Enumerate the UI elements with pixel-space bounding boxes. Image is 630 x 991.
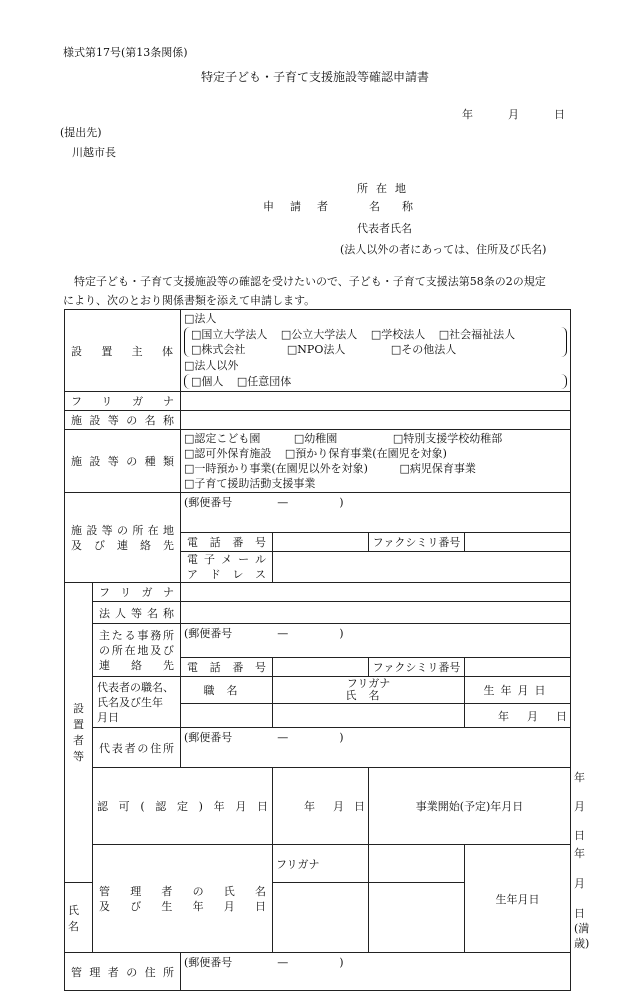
postal-close: ) xyxy=(339,731,344,744)
facility-type-options[interactable] xyxy=(181,430,571,493)
destination-name: 川越市長 xyxy=(72,146,116,159)
temporary-care-checkbox[interactable]: □一時預かり事業(在園児以外を対象) xyxy=(184,462,368,475)
rep-name-field[interactable] xyxy=(273,704,465,728)
kodomoen-checkbox[interactable]: □認定こども園 xyxy=(184,432,261,445)
fax-field[interactable] xyxy=(465,533,571,552)
manager-address-field[interactable] xyxy=(181,953,571,991)
postal-dash: — xyxy=(277,956,289,969)
postal-label: (郵便番号 xyxy=(184,731,233,744)
corp-name-field[interactable] xyxy=(181,602,571,624)
office-fax-field[interactable] xyxy=(465,658,571,677)
manager-label-1: 管理者の氏名 xyxy=(99,884,266,898)
document-title: 特定子ども・子育て支援施設等確認申請書 xyxy=(200,70,429,84)
npo-checkbox[interactable]: □NPO法人 xyxy=(286,343,346,356)
non-corp-checkbox[interactable]: □法人以外 xyxy=(184,359,239,372)
facility-postal-field[interactable] xyxy=(181,493,571,533)
applicant-note: (法人以外の者にあっては、住所及び氏名) xyxy=(340,243,547,256)
office-fax-label: ファクシミリ番号 xyxy=(369,658,465,677)
postal-label: (郵便番号 xyxy=(184,956,233,969)
rep-shimei-header: 氏名 xyxy=(345,689,392,702)
rep-label-3: 月日 xyxy=(97,710,119,724)
office-label-3: 連絡先 xyxy=(99,658,174,672)
applicant-name-label: 名称 xyxy=(369,200,435,213)
school-corp-checkbox[interactable]: □学校法人 xyxy=(370,328,426,341)
intro-line-1: 特定子ども・子育て支援施設等の確認を受けたいので、子ども・子育て支援法第58条の2の規定 xyxy=(74,275,546,288)
approval-date-label: 認可(認定)年月日 xyxy=(93,768,273,845)
manager-birth-year: 年 xyxy=(574,847,585,860)
furigana-field[interactable] xyxy=(181,392,571,411)
postal-close: ) xyxy=(339,627,344,640)
extended-care-checkbox[interactable]: □預かり保育事業(在園児を対象) xyxy=(284,447,447,460)
rep-info-label xyxy=(93,677,181,728)
manager-birth-label: 生年月日 xyxy=(465,845,571,953)
office-label xyxy=(93,624,181,677)
email-label-2: アドレス xyxy=(187,568,266,581)
destination-label: (提出先) xyxy=(60,126,102,139)
date-month: 月 xyxy=(508,108,519,121)
email-label xyxy=(181,552,273,583)
postal-dash: — xyxy=(277,731,289,744)
applicant-label: 申請者 xyxy=(263,200,344,213)
rep-birth-header: 生年月日 xyxy=(465,677,571,704)
start-day: 日 xyxy=(574,829,585,842)
rep-birth-field[interactable] xyxy=(465,704,571,728)
setchi-shutai-label: 設置主体 xyxy=(65,310,181,392)
intro-text xyxy=(63,272,573,310)
manager-furigana-field[interactable] xyxy=(369,845,465,883)
stock-company-checkbox[interactable]: □株式会社 xyxy=(191,343,246,356)
phone-field[interactable] xyxy=(273,533,369,552)
rep-label-1: 代表者の職名、 xyxy=(97,680,174,694)
corp-options-bracket xyxy=(184,327,567,357)
office-label-1: 主たる事務所 xyxy=(99,628,174,642)
start-year: 年 xyxy=(574,771,585,784)
rep-address-field[interactable] xyxy=(181,728,571,768)
postal-close: ) xyxy=(339,956,344,969)
application-form-table: 設置主体 □法人 □国立大学法人 □公立大学法人 □学校法人 □社会福祉法人 □株式会社 □NPO法人 □その他法人 □法人以外 □個人 □任意団体 フリガナ 施設等の名称 施設等の種類 □認定こども園 □幼稚園 □特別支援学校幼稚部 □認可外保育施設 □預かり保育事業(在園児を対象) □一時預かり事業(在園児以外を対象) □病児保育事業 □子育て援助活動支援事業 施設等の所在地 及び連絡先 (郵便番号 — ) 電話番号 ファクシミリ番号 電子メール アドレス 設置者等 フリガナ 法人等名称 主たる事務所 の所在地及び 連絡先 (郵便番号 — ) 電話番号 ファクシミリ番号 代表者の職名、 氏名及び生年 月日 職名 フリガナ 氏名 生年月日 年 月 日 代表者の住所 (郵便番号 — ) 認可(認定)年月日 年 月 日 事業開始(予定)年月日 年月日 管理者の氏名 及び生年月日 フリガナ 生年月日 年月日 (満 歳) 氏名 管理者の住所 (郵便番号 — ) xyxy=(64,309,571,991)
rep-job-title-field[interactable] xyxy=(181,704,273,728)
setchisha-label: 設置者等 xyxy=(65,583,93,883)
other-corp-checkbox[interactable]: □その他法人 xyxy=(390,343,457,356)
special-support-checkbox[interactable]: □特別支援学校幼稚部 xyxy=(392,432,503,445)
office-phone-label: 電話番号 xyxy=(181,658,273,677)
start-date-label: 事業開始(予定)年月日 xyxy=(369,768,571,845)
voluntary-group-checkbox[interactable]: □任意団体 xyxy=(236,375,292,388)
public-univ-checkbox[interactable]: □公立大学法人 xyxy=(280,328,358,341)
approval-month: 月 xyxy=(333,800,344,813)
unlicensed-nursery-checkbox[interactable]: □認可外保育施設 xyxy=(184,447,272,460)
individual-checkbox[interactable]: □個人 xyxy=(191,375,224,388)
postal-dash: — xyxy=(277,627,289,640)
location-label-line1: 施設等の所在地 xyxy=(71,523,174,537)
approval-date-field[interactable] xyxy=(273,768,369,845)
rep-label-2: 氏名及び生年 xyxy=(97,695,163,709)
office-label-2: の所在地及び xyxy=(99,643,174,657)
setchi-shutai-options[interactable] xyxy=(181,310,571,392)
postal-close: ) xyxy=(339,496,344,509)
email-field[interactable] xyxy=(273,552,571,583)
sick-child-care-checkbox[interactable]: □病児保育事業 xyxy=(399,462,476,475)
manager-name-field[interactable] xyxy=(273,883,369,953)
welfare-corp-checkbox[interactable]: □社会福祉法人 xyxy=(438,328,516,341)
rep-birth-month: 月 xyxy=(527,709,538,723)
furigana-label: フリガナ xyxy=(65,392,181,411)
postal-label: (郵便番号 xyxy=(184,627,233,640)
rep-name-header xyxy=(273,677,465,704)
manager-name-label xyxy=(93,845,273,953)
start-month: 月 xyxy=(574,800,585,813)
representative-label: 代表者氏名 xyxy=(357,222,412,235)
national-univ-checkbox[interactable]: □国立大学法人 xyxy=(191,328,268,341)
facility-name-label: 施設等の名称 xyxy=(65,411,181,430)
facility-location-label xyxy=(65,493,181,583)
postal-label: (郵便番号 xyxy=(184,496,233,509)
kindergarten-checkbox[interactable]: □幼稚園 xyxy=(293,432,338,445)
date-year: 年 xyxy=(462,108,473,121)
form-number: 様式第17号(第13条関係) xyxy=(63,46,188,59)
phone-label: 電話番号 xyxy=(181,533,273,552)
rep-birth-year: 年 xyxy=(498,709,509,723)
applicant-address-label: 所在地 xyxy=(357,182,414,195)
approval-year: 年 xyxy=(304,800,315,813)
manager-birth-day: 日 xyxy=(574,907,585,920)
office-phone-field[interactable] xyxy=(273,658,369,677)
date-line xyxy=(462,106,565,122)
manager-birth-month: 月 xyxy=(574,877,585,890)
corp-checkbox[interactable]: □法人 xyxy=(184,312,217,325)
rep-furigana-header: フリガナ xyxy=(346,677,391,690)
office-postal-field[interactable] xyxy=(181,624,571,658)
setchisha-furigana-label: フリガナ xyxy=(93,583,181,602)
intro-line-2: により、次のとおり関係書類を添えて申請します。 xyxy=(63,294,316,307)
rep-address-label: 代表者の住所 xyxy=(93,728,181,768)
manager-label-2: 及び生年月日 xyxy=(99,899,266,913)
postal-dash: — xyxy=(277,496,289,509)
fax-label: ファクシミリ番号 xyxy=(369,533,465,552)
rep-birth-day: 日 xyxy=(556,709,567,723)
manager-furigana-label: フリガナ xyxy=(273,845,369,883)
location-label-line2: 及び連絡先 xyxy=(71,538,174,552)
corp-name-label: 法人等名称 xyxy=(93,602,181,624)
setchisha-furigana-field[interactable] xyxy=(181,583,571,602)
non-corp-options-bracket xyxy=(184,374,567,389)
facility-type-label: 施設等の種類 xyxy=(65,430,181,493)
child-support-activity-checkbox[interactable]: □子育て援助活動支援事業 xyxy=(184,477,316,490)
facility-name-field[interactable] xyxy=(181,411,571,430)
email-label-1: 電子メール xyxy=(187,553,266,566)
manager-shimei-label: 氏名 xyxy=(65,883,93,953)
approval-day: 日 xyxy=(354,800,365,813)
manager-address-label: 管理者の住所 xyxy=(65,953,181,991)
job-title-header: 職名 xyxy=(181,677,273,704)
date-day: 日 xyxy=(554,108,565,121)
